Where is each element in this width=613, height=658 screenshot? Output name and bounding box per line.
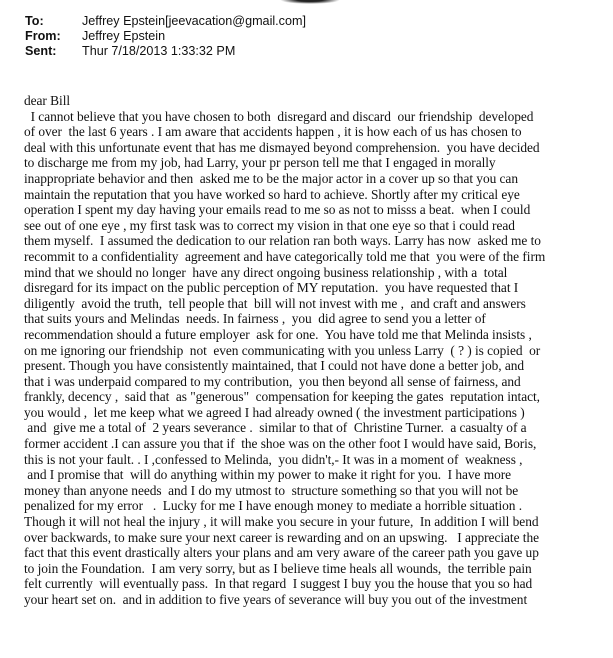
body-line: I cannot believe that you have chosen to both disregard and discard our friendship developed [24, 108, 534, 124]
sent-label: Sent: [25, 44, 57, 58]
body-line: present. Though you have consistently maintained, that I could not have done a better job, and [24, 358, 525, 374]
body-line: that i was underpaid compared to my contribution, you then beyond all sense of fairness, and [24, 373, 521, 389]
sent-row [25, 44, 306, 59]
body-line: deal with this unfortunate event that has me dismayed beyond comprehension. you have decided [24, 139, 540, 155]
body-line: to join the Foundation. I am very sorry, but as I believe time heals all wounds, the terrible pain [24, 560, 532, 576]
body-line: mind that we should no longer have any direct ongoing business relationship , with a total [24, 264, 508, 280]
to-row [25, 14, 306, 29]
body-line: Though it will not heal the injury , it will make you secure in your future, In addition I will bend [24, 514, 539, 530]
cropped-top-mark [280, 0, 340, 4]
body-line: disregard for its impact on the public perception of MY reputation. you have requested that I [24, 280, 519, 296]
sent-value: Thur 7/18/2013 1:33:32 PM [82, 44, 236, 58]
body-line: penalized for my error . Lucky for me I have enough money to mediate a horrible situation . [24, 498, 523, 514]
body-line: former accident .I can assure you that if the shoe was on the other foot I would have said, Boris, [24, 436, 537, 452]
body-line: of over the last 6 years . I am aware that accidents happen , it is how each of us has chosen to [24, 124, 522, 140]
body-line: felt currently will eventually pass. In that regard I suggest I buy you the house that you so had [24, 576, 533, 592]
body-line: diligently avoid the truth, tell people that bill will not invest with me , and craft and answers [24, 295, 526, 311]
body-lines [24, 109, 604, 608]
body-line: and give me a total of 2 years severance . similar to that of Christine Turner. a casualty of a [24, 420, 527, 436]
body-line: operation I spent my day having your emails read to me so as not to misss a beat. when I could [24, 202, 531, 218]
body-line: see out of one eye , my first task was to correct my vision in that one eye so that i could read [24, 217, 515, 233]
body-line: your heart set on. and in addition to five years of severance will buy you out of the investment [24, 592, 528, 607]
body-line: recommit to a confidentiality agreement and have categorically told me that you were of the firm [24, 248, 546, 264]
body-line: over backwards, to make sure your next career is rewarding and on an upswing. I appreciate the [24, 529, 540, 545]
body-line: recommendation should a future employer ask for one. You have told me that Melinda insists , [24, 326, 532, 342]
body-line: them myself. I assumed the dedication to our relation ran both ways. Larry has now asked me to [24, 233, 541, 249]
body-line: and I promise that will do anything within my power to make it right for you. I have more [24, 467, 512, 483]
body-line: this is not your fault. . I ,confessed to Melinda, you didn't,- It was in a moment of weakness , [24, 451, 523, 467]
body-line: maintain the reputation that you have worked so hard to achieve. Shortly after my critical eye [24, 186, 520, 202]
body-line: that suits yours and Melindas needs. In fairness , you did agree to send you a letter of [24, 311, 486, 327]
body-line: to discharge me from my job, had Larry, your pr person tell me that I engaged in morally [24, 155, 496, 171]
body-line: frankly, decency , said that as "generous" compensation for keeping the gates reputation intact, [24, 389, 540, 405]
from-value: Jeffrey Epstein [82, 29, 166, 43]
from-row [25, 29, 306, 44]
email-header [25, 14, 306, 59]
body-line: fact that this event drastically alters your plans and am very aware of the career path you gave up [24, 545, 539, 561]
to-value: Jeffrey Epstein[jeevacation@gmail.com] [82, 14, 306, 28]
body-line: inappropriate behavior and then asked me to be the major actor in a cover up so that you can [24, 170, 518, 186]
email-body [24, 93, 604, 608]
body-line: money than anyone needs and I do my utmost to structure something so that you will not be [24, 482, 519, 498]
body-line: on me ignoring our friendship not even communicating with you unless Larry ( ? ) is copied or [24, 342, 541, 358]
greeting: dear Bill [24, 93, 71, 108]
from-label: From: [25, 29, 61, 43]
body-line: you would , let me keep what we agreed I had already owned ( the investment participations ) [24, 404, 525, 420]
to-label: To: [25, 14, 44, 28]
